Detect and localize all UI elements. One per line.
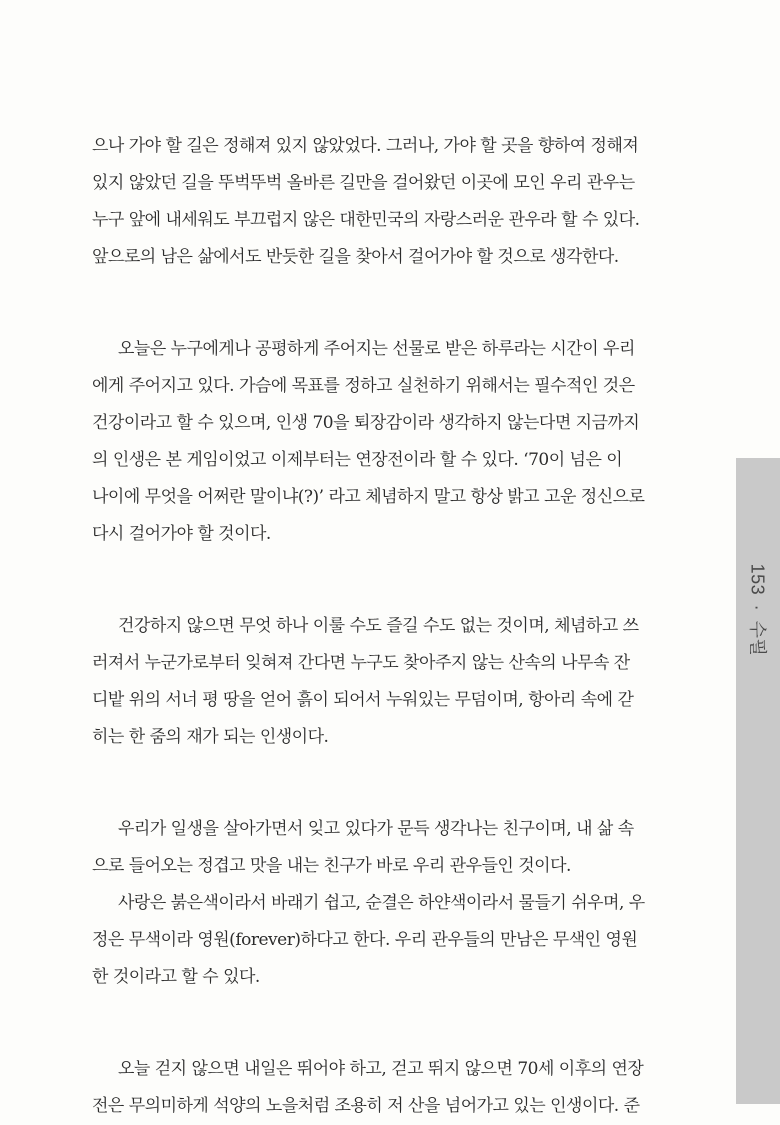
text-line: 다시 걸어가야 할 것이다. bbox=[92, 524, 271, 544]
paragraph-6 bbox=[92, 1051, 698, 1125]
text-line: 앞으로의 남은 삶에서도 반듯한 길을 찾아서 걸어가야 할 것으로 생각한다. bbox=[92, 247, 619, 267]
text-line: 있지 않았던 길을 뚜벅뚜벅 올바른 길만을 걸어왔던 이곳에 모인 우리 관우는 bbox=[92, 173, 635, 193]
text-line: 으나 가야 할 길은 정해져 있지 않았었다. 그러나, 가야 할 곳을 향하여 정해져 bbox=[92, 136, 639, 156]
text-line: 건강이라고 할 수 있으며, 인생 70을 퇴장감이라 생각하지 않는다면 지금까지 bbox=[92, 413, 640, 433]
text-line: 한 것이라고 할 수 있다. bbox=[92, 967, 260, 987]
text-line: 전은 무의미하게 석양의 노을처럼 조용히 저 산을 넘어가고 있는 인생이다. 준 bbox=[92, 1096, 640, 1116]
paragraph-3 bbox=[92, 608, 698, 756]
text-line: 오늘 걷지 않으면 내일은 뛰어야 하고, 걷고 뛰지 않으면 70세 이후의 연장 bbox=[118, 1059, 644, 1079]
paragraph-gap bbox=[92, 756, 698, 811]
paragraph-2 bbox=[92, 331, 698, 553]
paragraph-gap bbox=[92, 276, 698, 331]
text-line: 으로 들어오는 정겹고 맛을 내는 친구가 바로 우리 관우들인 것이다. bbox=[92, 856, 571, 876]
text-line: 건강하지 않으면 무엇 하나 이룰 수도 즐길 수도 없는 것이며, 체념하고 쓰 bbox=[118, 616, 639, 636]
page-number: 153 bbox=[747, 563, 768, 596]
text-line: 우리가 일생을 살아가면서 잊고 있다가 문득 생각나는 친구이며, 내 삶 속 bbox=[118, 819, 634, 839]
paragraph-gap bbox=[92, 996, 698, 1051]
paragraph-4 bbox=[92, 811, 698, 885]
paragraph-gap bbox=[92, 553, 698, 608]
text-line: 오늘은 누구에게나 공평하게 주어지는 선물로 받은 하루라는 시간이 우리 bbox=[118, 339, 635, 359]
text-line: 러져서 누군가로부터 잊혀져 간다면 누구도 찾아주지 않는 산속의 나무속 잔 bbox=[92, 653, 630, 673]
body-text bbox=[92, 128, 698, 1125]
text-line: 사랑은 붉은색이라서 바래기 쉽고, 순결은 하얀색이라서 물들기 쉬우며, 우 bbox=[118, 893, 645, 913]
text-line: 나이에 무엇을 어쩌란 말이냐(?)’ 라고 체념하지 말고 항상 밝고 고운 정신으로 bbox=[92, 487, 645, 507]
text-line: 누구 앞에 내세워도 부끄럽지 않은 대한민국의 자랑스러운 관우라 할 수 있다. bbox=[92, 210, 640, 230]
text-line: 정은 무색이라 영원(forever)하다고 한다. 우리 관우들의 만남은 무색인 영원 bbox=[92, 930, 638, 950]
separator-dot: · bbox=[747, 604, 768, 612]
text-line: 에게 주어지고 있다. 가슴에 목표를 정하고 실천하기 위해서는 필수적인 것은 bbox=[92, 376, 635, 396]
section-tab-label bbox=[736, 545, 780, 675]
paragraph-1 bbox=[92, 128, 698, 276]
paragraph-5 bbox=[92, 885, 698, 996]
text-line: 히는 한 줌의 재가 되는 인생이다. bbox=[92, 727, 329, 747]
text-line: 의 인생은 본 게임이었고 이제부터는 연장전이라 할 수 있다. ‘70이 넘은 이 bbox=[92, 450, 623, 470]
section-name: 수필 bbox=[747, 620, 768, 657]
text-line: 디밭 위의 서너 평 땅을 얻어 흙이 되어서 누워있는 무덤이며, 항아리 속에 갇 bbox=[92, 690, 634, 710]
